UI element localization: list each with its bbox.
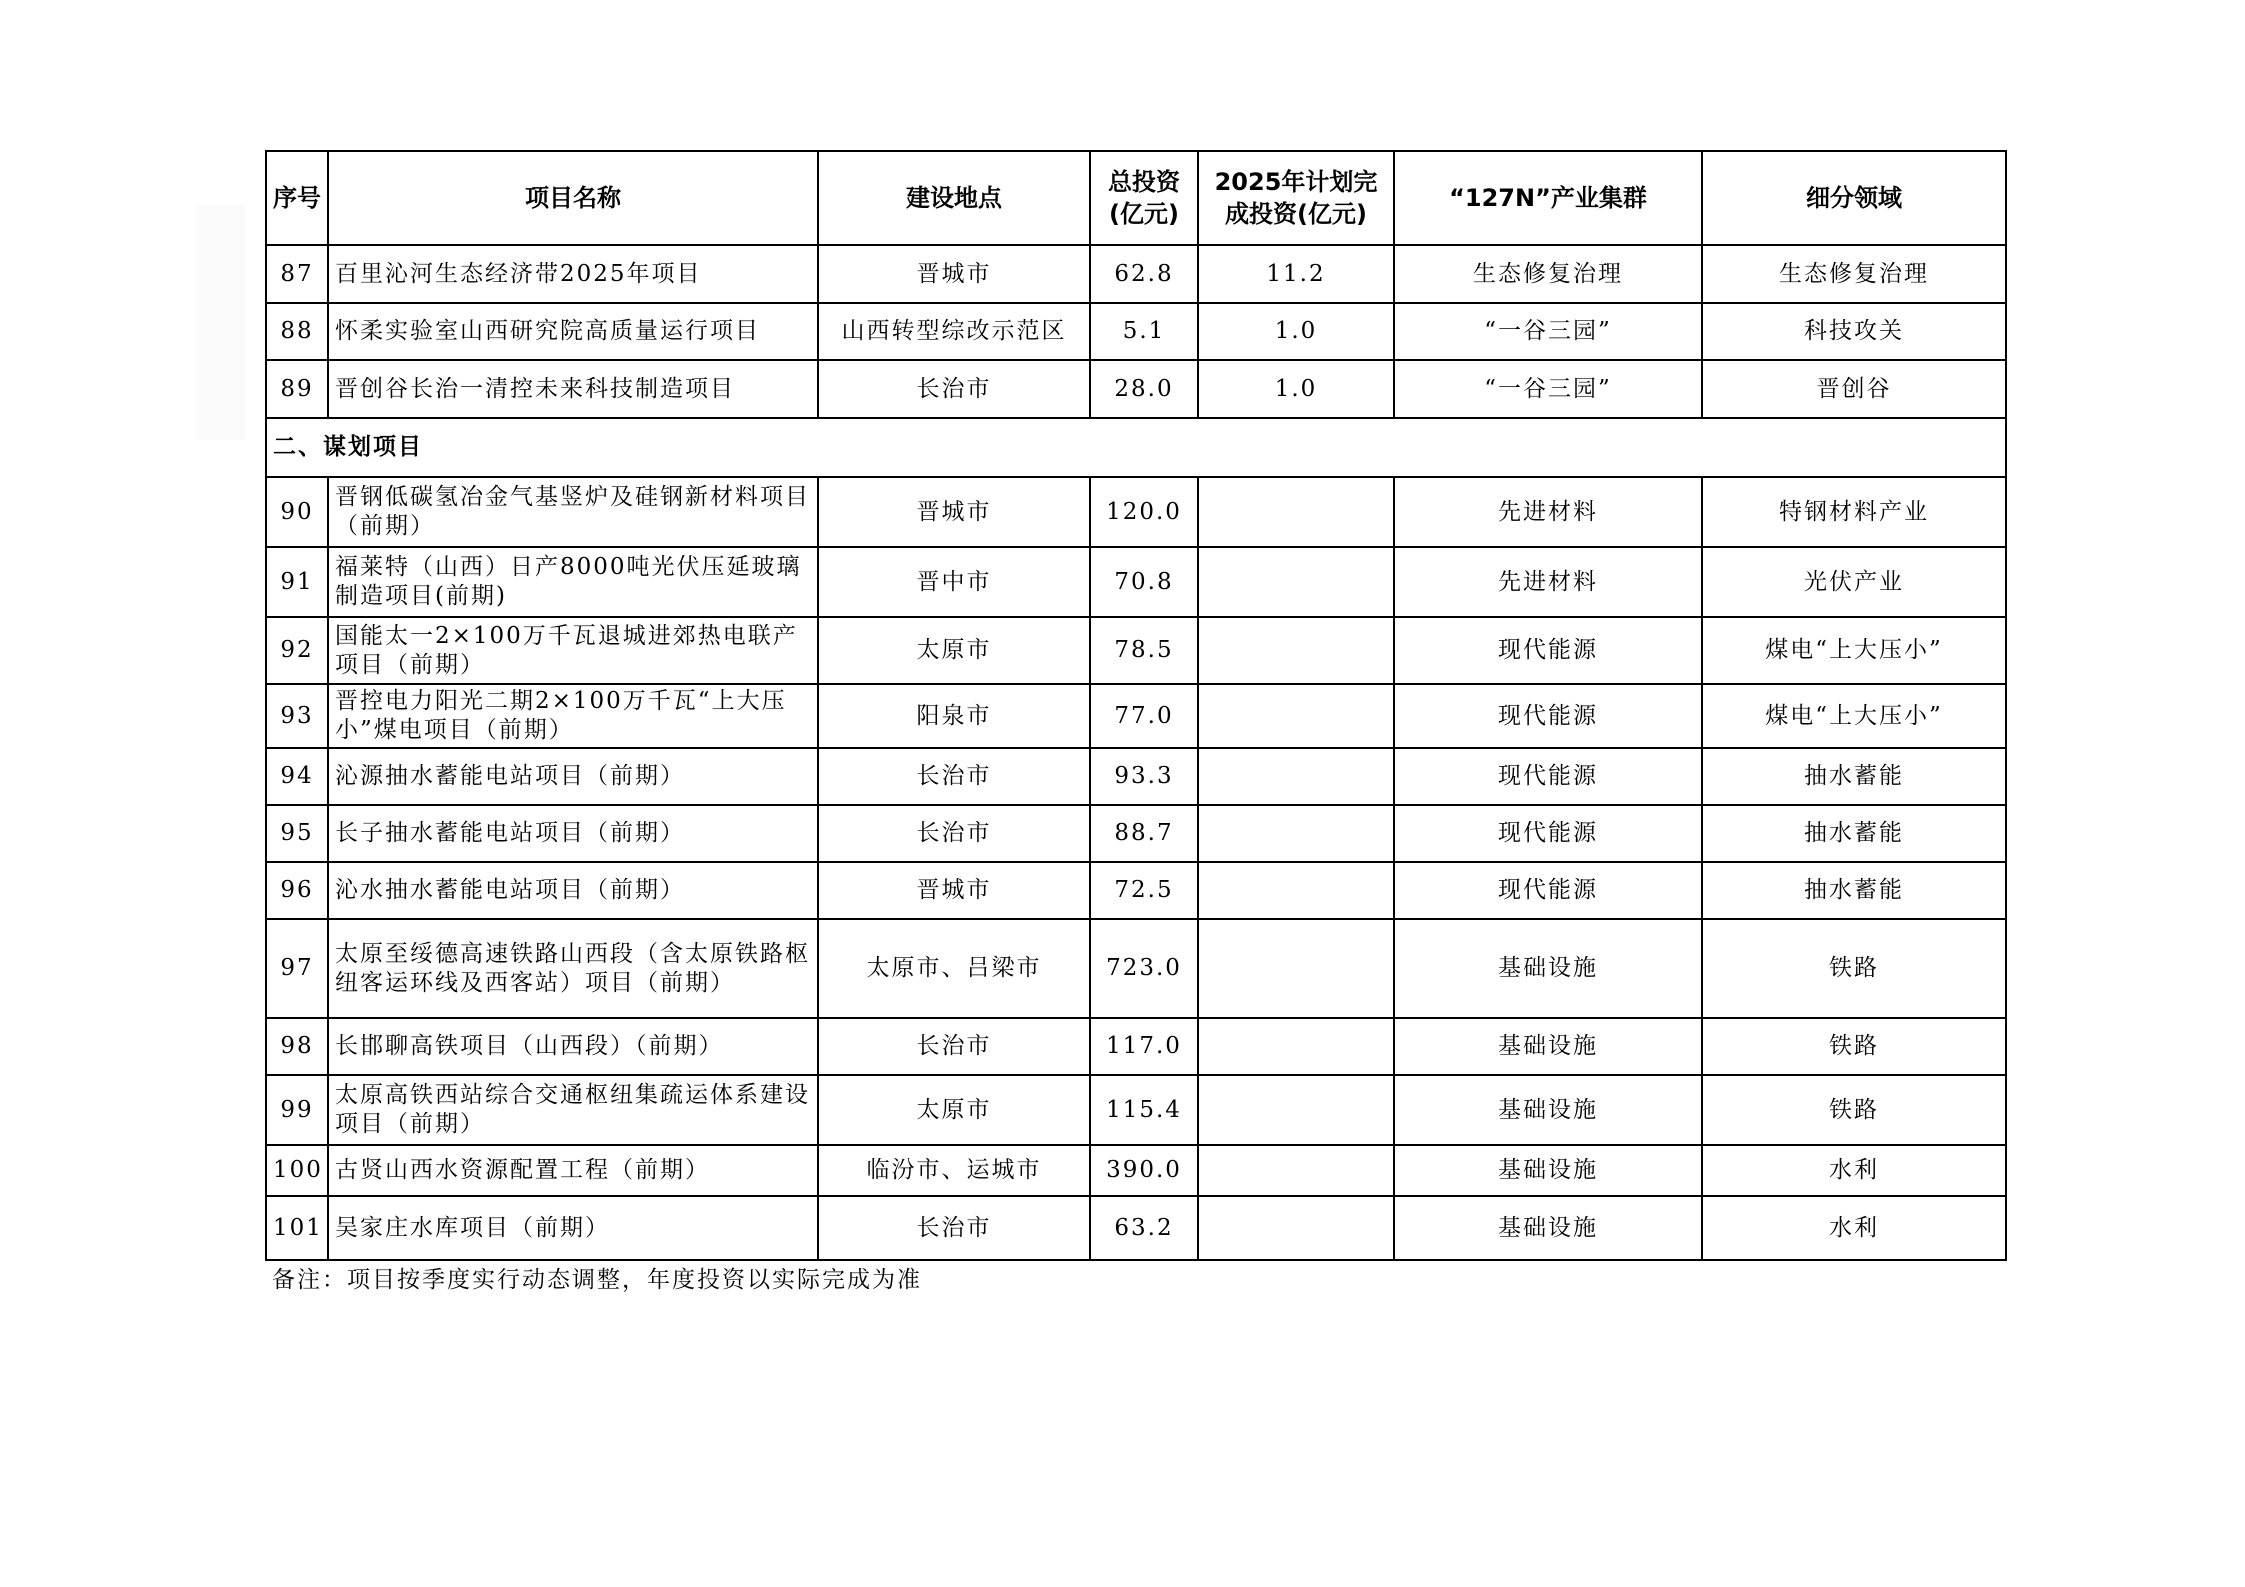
table-row [266,748,2006,805]
industry-cluster: 现代能源 [1394,617,1702,684]
table-row [266,360,2006,418]
table-header-row [266,151,2006,245]
planned-investment [1198,805,1394,862]
total-investment: 93.3 [1090,748,1198,805]
planned-investment [1198,684,1394,748]
project-name: 百里沁河生态经济带2025年项目 [328,245,818,303]
section-row [266,418,2006,477]
project-location: 长治市 [818,1196,1090,1260]
industry-cluster: 现代能源 [1394,805,1702,862]
total-investment: 390.0 [1090,1145,1198,1196]
planned-investment: 1.0 [1198,360,1394,418]
total-investment: 120.0 [1090,477,1198,547]
industry-subfield: 科技攻关 [1702,303,2006,360]
planned-investment [1198,547,1394,617]
table-row [266,617,2006,684]
row-index: 90 [266,477,328,547]
row-index: 88 [266,303,328,360]
industry-cluster: “一谷三园” [1394,303,1702,360]
project-name: 古贤山西水资源配置工程（前期） [328,1145,818,1196]
header-index: 序号 [266,151,328,245]
project-location: 晋城市 [818,862,1090,919]
planned-investment [1198,919,1394,1018]
row-index: 99 [266,1075,328,1145]
project-location: 山西转型综改示范区 [818,303,1090,360]
total-investment: 5.1 [1090,303,1198,360]
row-index: 89 [266,360,328,418]
project-location: 临汾市、运城市 [818,1145,1090,1196]
industry-subfield: 抽水蓄能 [1702,862,2006,919]
project-location: 晋城市 [818,477,1090,547]
table-row [266,684,2006,748]
project-name: 国能太一2×100万千瓦退城进郊热电联产项目（前期） [328,617,818,684]
total-investment: 70.8 [1090,547,1198,617]
total-investment: 117.0 [1090,1018,1198,1075]
project-name: 晋钢低碳氢冶金气基竖炉及硅钢新材料项目（前期） [328,477,818,547]
industry-subfield: 煤电“上大压小” [1702,617,2006,684]
planned-investment [1198,1075,1394,1145]
project-name: 太原至绥德高速铁路山西段（含太原铁路枢纽客运环线及西客站）项目（前期） [328,919,818,1018]
project-location: 晋城市 [818,245,1090,303]
project-location: 长治市 [818,748,1090,805]
table-row [266,919,2006,1018]
section-heading: 二、谋划项目 [266,418,2006,477]
table-body [266,245,2006,1260]
industry-subfield: 生态修复治理 [1702,245,2006,303]
project-name: 长邯聊高铁项目（山西段）（前期） [328,1018,818,1075]
industry-cluster: “一谷三园” [1394,360,1702,418]
table-row [266,805,2006,862]
industry-subfield: 抽水蓄能 [1702,805,2006,862]
header-industry-cluster: “127N”产业集群 [1394,151,1702,245]
table-row [266,1075,2006,1145]
table-row [266,1018,2006,1075]
planned-investment: 1.0 [1198,303,1394,360]
industry-subfield: 铁路 [1702,919,2006,1018]
project-location: 长治市 [818,1018,1090,1075]
industry-subfield: 光伏产业 [1702,547,2006,617]
planned-investment: 11.2 [1198,245,1394,303]
total-investment: 72.5 [1090,862,1198,919]
page-binding-mark [196,205,246,440]
table-row [266,547,2006,617]
total-investment: 723.0 [1090,919,1198,1018]
table-row [266,303,2006,360]
project-table [265,150,2007,1261]
project-location: 太原市 [818,1075,1090,1145]
industry-subfield: 水利 [1702,1196,2006,1260]
row-index: 91 [266,547,328,617]
industry-cluster: 基础设施 [1394,1018,1702,1075]
industry-cluster: 基础设施 [1394,1196,1702,1260]
row-index: 87 [266,245,328,303]
project-name: 沁源抽水蓄能电站项目（前期） [328,748,818,805]
document-page [265,150,2005,1295]
industry-cluster: 生态修复治理 [1394,245,1702,303]
project-name: 长子抽水蓄能电站项目（前期） [328,805,818,862]
header-subfield: 细分领域 [1702,151,2006,245]
table-row [266,1145,2006,1196]
project-name: 晋控电力阳光二期2×100万千瓦“上大压小”煤电项目（前期） [328,684,818,748]
planned-investment [1198,1145,1394,1196]
industry-subfield: 煤电“上大压小” [1702,684,2006,748]
total-investment: 77.0 [1090,684,1198,748]
project-location: 太原市、吕梁市 [818,919,1090,1018]
planned-investment [1198,748,1394,805]
table-row [266,477,2006,547]
header-location: 建设地点 [818,151,1090,245]
total-investment: 78.5 [1090,617,1198,684]
table-row [266,1196,2006,1260]
planned-investment [1198,617,1394,684]
industry-cluster: 现代能源 [1394,748,1702,805]
project-name: 福莱特（山西）日产8000吨光伏压延玻璃制造项目(前期) [328,547,818,617]
total-investment: 115.4 [1090,1075,1198,1145]
table-row [266,862,2006,919]
row-index: 92 [266,617,328,684]
planned-investment [1198,477,1394,547]
industry-subfield: 水利 [1702,1145,2006,1196]
row-index: 100 [266,1145,328,1196]
total-investment: 63.2 [1090,1196,1198,1260]
project-name: 晋创谷长治一清控未来科技制造项目 [328,360,818,418]
planned-investment [1198,1018,1394,1075]
row-index: 98 [266,1018,328,1075]
header-total-investment: 总投资(亿元) [1090,151,1198,245]
planned-investment [1198,862,1394,919]
table-row [266,245,2006,303]
industry-cluster: 现代能源 [1394,862,1702,919]
header-planned-investment: 2025年计划完成投资(亿元) [1198,151,1394,245]
industry-cluster: 现代能源 [1394,684,1702,748]
industry-cluster: 基础设施 [1394,1075,1702,1145]
row-index: 93 [266,684,328,748]
industry-subfield: 铁路 [1702,1018,2006,1075]
project-location: 太原市 [818,617,1090,684]
total-investment: 62.8 [1090,245,1198,303]
industry-cluster: 先进材料 [1394,477,1702,547]
industry-subfield: 抽水蓄能 [1702,748,2006,805]
industry-cluster: 基础设施 [1394,919,1702,1018]
header-project-name: 项目名称 [328,151,818,245]
project-name: 沁水抽水蓄能电站项目（前期） [328,862,818,919]
row-index: 101 [266,1196,328,1260]
row-index: 96 [266,862,328,919]
footnote: 备注：项目按季度实行动态调整，年度投资以实际完成为准 [272,1267,922,1293]
industry-cluster: 基础设施 [1394,1145,1702,1196]
industry-cluster: 先进材料 [1394,547,1702,617]
project-name: 吴家庄水库项目（前期） [328,1196,818,1260]
industry-subfield: 铁路 [1702,1075,2006,1145]
row-index: 97 [266,919,328,1018]
row-index: 94 [266,748,328,805]
total-investment: 88.7 [1090,805,1198,862]
project-name: 怀柔实验室山西研究院高质量运行项目 [328,303,818,360]
project-location: 阳泉市 [818,684,1090,748]
project-name: 太原高铁西站综合交通枢纽集疏运体系建设项目（前期） [328,1075,818,1145]
project-location: 长治市 [818,805,1090,862]
industry-subfield: 晋创谷 [1702,360,2006,418]
project-location: 晋中市 [818,547,1090,617]
total-investment: 28.0 [1090,360,1198,418]
row-index: 95 [266,805,328,862]
project-location: 长治市 [818,360,1090,418]
planned-investment [1198,1196,1394,1260]
industry-subfield: 特钢材料产业 [1702,477,2006,547]
